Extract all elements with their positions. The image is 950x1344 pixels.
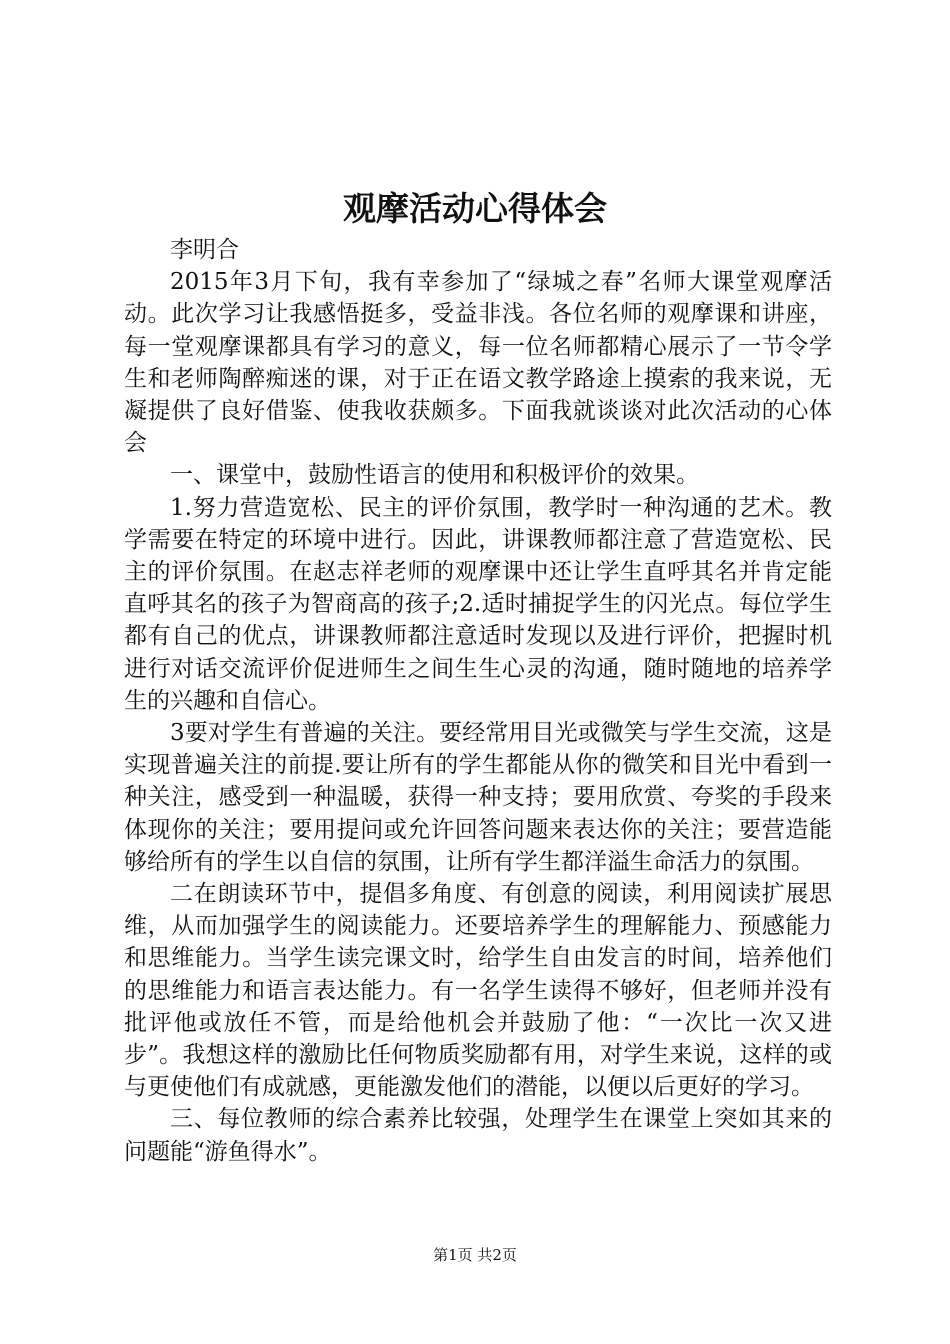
page-number: 第1页 共2页 <box>433 1246 517 1264</box>
paragraph-section-three: 三、每位教师的综合素养比较强，处理学生在课堂上突如其来的问题能“游鱼得水”。 <box>124 1106 832 1165</box>
author-line: 李明合 <box>170 237 239 263</box>
paragraph-intro: 2015年3月下旬，我有幸参加了“绿城之春”名师大课堂观摩活动。此次学习让我感悟挺多，受益非浅。各位名师的观摩课和讲座，每一堂观摩课都具有学习的意义，每一位名师都精心展示了一节令学生和老师陶醉痴迷的课，对于正在语文教学路途上摸索的我来说，无凝提供了良好借鉴、使我收获颇多。下面我就谈谈对此次活动的心体会 <box>124 269 832 457</box>
paragraph-point-one-two: 1.努力营造宽松、民主的评价氛围，教学时一种沟通的艺术。教学需要在特定的环境中进行。因此，讲课教师都注意了营造宽松、民主的评价氛围。在赵志祥老师的观摩课中还让学生直呼其名并肯定能直呼其名的孩子为智商高的孩子;2.适时捕捉学生的闪光点。每位学生都有自己的优点，讲课教师都注意适时发现以及进行评价，把握时机进行对话交流评价促进师生之间生生心灵的沟通，随时随地的培养学生的兴趣和自信心。 <box>124 494 832 714</box>
paragraph-section-one-heading: 一、课堂中，鼓励性语言的使用和积极评价的效果。 <box>170 462 699 489</box>
document-body <box>124 234 832 1168</box>
paragraph-section-two: 二在朗读环节中，提倡多角度、有创意的阅读，利用阅读扩展思维，从而加强学生的阅读能力。还要培养学生的理解能力、预感能力和思维能力。当学生读完课文时，给学生自由发言的时间，培养他们的思维能力和语言表达能力。有一名学生读得不够好，但老师并没有批评他或放任不管，而是给他机会并鼓励了他：“一次比一次又进步”。我想这样的激励比任何物质奖励都有用，对学生来说，这样的或与更使他们有成就感，更能激发他们的潜能，以便以后更好的学习。 <box>124 881 832 1101</box>
document-title: 观摩活动心得体会 <box>343 189 607 228</box>
paragraph-point-three: 3要对学生有普遍的关注。要经常用目光或微笑与学生交流，这是实现普遍关注的前提.要让所有的学生都能从你的微笑和目光中看到一种关注，感受到一种温暖，获得一种支持；要用欣赏、夸奖的手段来体现你的关注；要用提问或允许回答问题来表达你的关注；要营造能够给所有的学生以自信的氛围，让所有学生都洋溢生命活力的氛围。 <box>124 720 832 875</box>
